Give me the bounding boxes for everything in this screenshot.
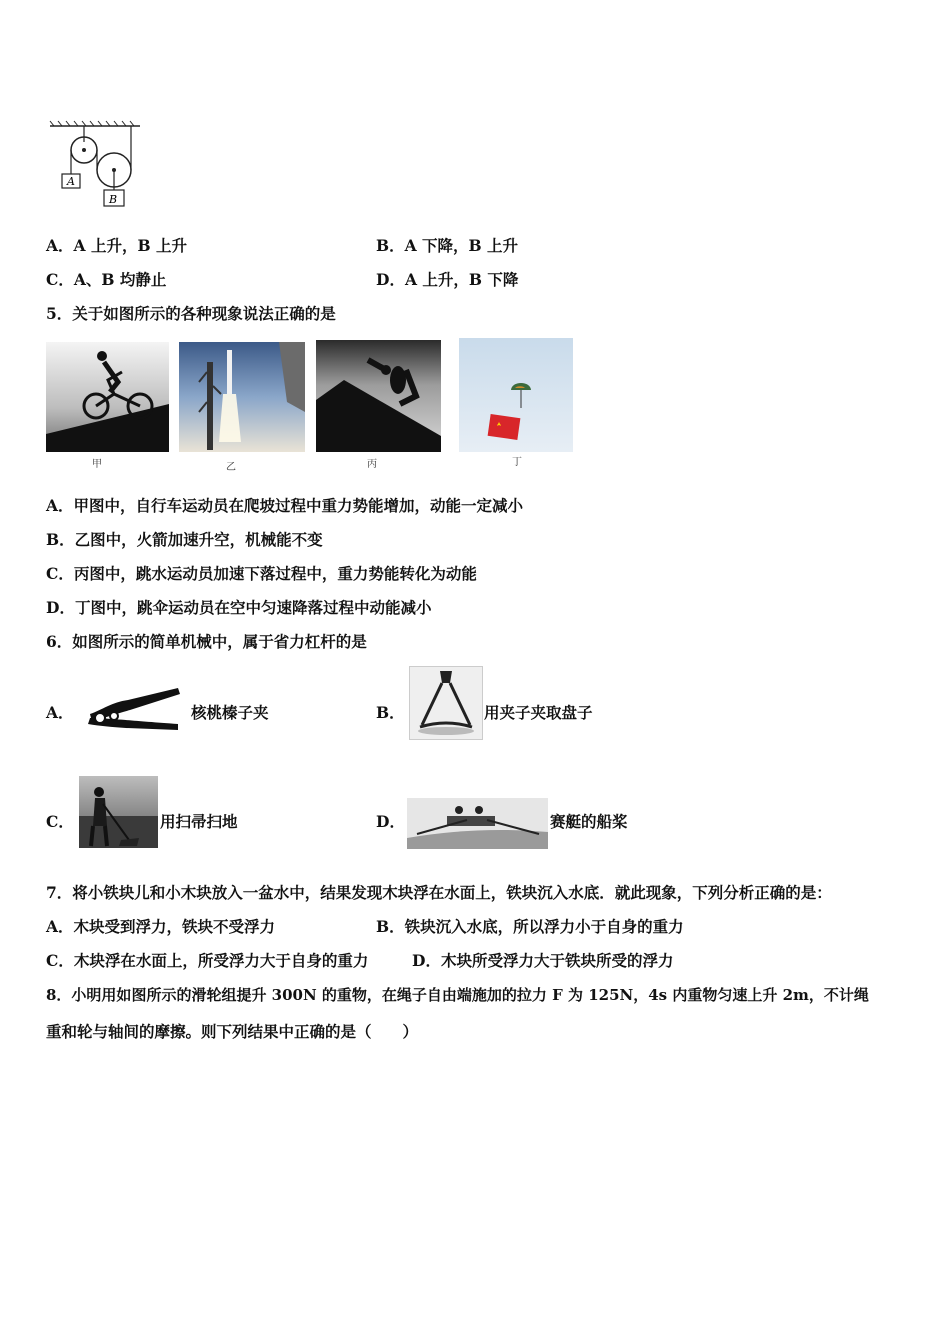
caption-bing: 丙 — [367, 459, 377, 470]
q6-stem: 6．如图所示的简单机械中，属于省力杠杆的是 — [46, 632, 367, 651]
q6-option-c-letter: C． — [46, 812, 74, 831]
caption-jia: 甲 — [92, 459, 102, 470]
diver-photo — [316, 340, 441, 452]
q7-option-a: A．木块受到浮力，铁块不受浮力 — [46, 917, 276, 936]
q5-option-d: D．丁图中，跳伞运动员在空中匀速降落过程中动能减小 — [46, 598, 432, 617]
q6-option-a-text: 核桃榛子夹 — [191, 703, 269, 722]
caption-ding: 丁 — [512, 457, 522, 468]
plate-tongs-image — [409, 666, 483, 740]
q6-option-b-text: 用夹子夹取盘子 — [484, 703, 593, 722]
q6-option-d-text: 赛艇的船桨 — [550, 812, 628, 831]
q8-stem-line1: 8．小明用如图所示的滑轮组提升 300N 的重物，在绳子自由端施加的拉力 F 为 125N，4s 内重物匀速上升 2m，不计绳 — [46, 986, 869, 1004]
q5-option-b: B．乙图中，火箭加速升空，机械能不变 — [46, 530, 323, 549]
q5-option-c: C．丙图中，跳水运动员加速下落过程中，重力势能转化为动能 — [46, 564, 477, 583]
rowing-oar-image — [407, 798, 548, 849]
q6-option-c-text: 用扫帚扫地 — [160, 812, 238, 831]
caption-yi: 乙 — [226, 462, 236, 473]
q7-option-c: C．木块浮在水面上，所受浮力大于自身的重力 — [46, 951, 369, 970]
q5-stem: 5．关于如图所示的各种现象说法正确的是 — [46, 304, 336, 323]
q4-option-a: A．A 上升，B 上升 — [46, 236, 187, 255]
cyclist-photo — [46, 342, 169, 452]
q4-option-c: C．A、B 均静止 — [46, 270, 167, 289]
q7-stem: 7．将小铁块儿和小木块放入一盆水中，结果发现木块浮在水面上，铁块沉入水底．就此现象，下列分析正确的是： — [46, 883, 832, 902]
parachute-photo — [459, 338, 573, 452]
block-b-label: B — [109, 193, 118, 206]
rocket-photo — [179, 342, 305, 452]
block-a-label: A — [67, 175, 75, 188]
nutcracker-image — [82, 684, 184, 732]
broom-sweeping-image — [79, 776, 158, 848]
q8-stem-line2: 重和轮与轴间的摩擦。则下列结果中正确的是（ ） — [46, 1022, 419, 1041]
q6-option-d-letter: D． — [376, 812, 405, 831]
q7-option-d: D．木块所受浮力大于铁块所受的浮力 — [412, 951, 674, 970]
q4-option-d: D．A 上升，B 下降 — [376, 270, 519, 289]
pulley-diagram — [48, 118, 144, 214]
q5-option-a: A．甲图中，自行车运动员在爬坡过程中重力势能增加，动能一定减小 — [46, 496, 524, 515]
q6-option-b-letter: B． — [376, 703, 405, 722]
q4-option-b: B．A 下降，B 上升 — [376, 236, 519, 255]
q7-option-b: B．铁块沉入水底，所以浮力小于自身的重力 — [376, 917, 684, 936]
q6-option-a-letter: A． — [46, 703, 74, 722]
